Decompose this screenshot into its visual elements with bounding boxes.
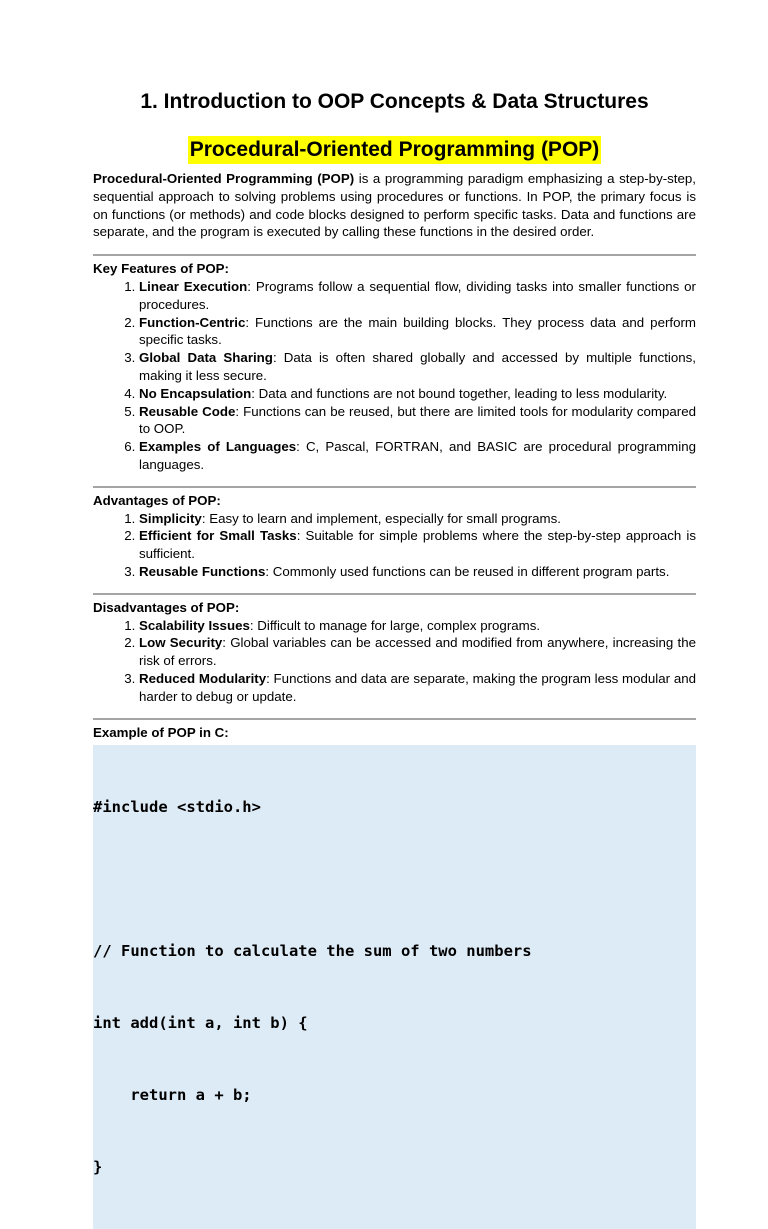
code-line: } xyxy=(93,1158,103,1177)
item-desc: : Data and functions are not bound together, leading to less modularity. xyxy=(251,385,668,401)
list-item xyxy=(139,278,696,314)
subtitle-wrap xyxy=(93,136,696,164)
item-term: No Encapsulation xyxy=(139,385,252,401)
item-term: Reduced Modularity xyxy=(139,670,267,686)
item-desc: : Functions and data are separate, making the program less modular and harder to debug or update. xyxy=(139,670,697,704)
list-item xyxy=(139,634,696,670)
section-divider xyxy=(93,593,696,595)
example-heading: Example of POP in C: xyxy=(93,724,229,740)
list-item xyxy=(139,670,696,706)
code-line: return a + b; xyxy=(93,1086,252,1105)
intro-text: is a programming paradigm emphasizing a step-by-step, sequential approach to solving problems using procedures or functions. In POP, the primary focus is on functions (or methods) and code blocks designed to perform specific tasks. Data and functions are separate, and the program is executed by calling these functions in the desired order. xyxy=(93,171,696,240)
features-heading: Key Features of POP: xyxy=(93,261,229,277)
list-item xyxy=(139,385,696,403)
list-item xyxy=(139,563,696,581)
code-block xyxy=(93,745,696,1229)
features-list xyxy=(93,278,696,474)
section-divider xyxy=(93,718,696,720)
intro-bold-term: Procedural-Oriented Programming (POP) xyxy=(93,171,355,186)
list-item xyxy=(139,438,696,474)
code-line: #include <stdio.h> xyxy=(93,798,261,817)
item-desc: : Functions can be reused, but there are limited tools for modularity compared to OOP. xyxy=(139,403,696,437)
item-desc: : Commonly used functions can be reused in different program parts. xyxy=(265,563,670,579)
item-desc: : Global variables can be accessed and modified from anywhere, increasing the risk of errors. xyxy=(139,635,696,669)
advantages-list xyxy=(93,510,696,581)
section-divider xyxy=(93,486,696,488)
item-term: Scalability Issues xyxy=(139,617,250,633)
page-title: 1. Introduction to OOP Concepts & Data Structures xyxy=(140,90,649,113)
list-item xyxy=(139,510,696,528)
item-desc: : Difficult to manage for large, complex programs. xyxy=(249,617,541,633)
intro-paragraph xyxy=(93,170,696,241)
list-item xyxy=(139,617,696,635)
list-item xyxy=(139,527,696,563)
item-desc: : Easy to learn and implement, especially for small programs. xyxy=(201,510,561,526)
advantages-heading: Advantages of POP: xyxy=(93,492,221,508)
list-item xyxy=(139,314,696,350)
code-line: // Function to calculate the sum of two numbers xyxy=(93,942,532,961)
list-item xyxy=(139,403,696,439)
item-desc: : Functions are the main building blocks. They process data and perform specific tasks. xyxy=(139,314,696,348)
item-term: Reusable Functions xyxy=(139,563,266,579)
item-desc: : Data is often shared globally and accessed by multiple functions, making it less secure. xyxy=(139,350,696,383)
disadvantages-heading: Disadvantages of POP: xyxy=(93,599,240,615)
item-term: Function-Centric xyxy=(139,314,246,330)
code-line: int add(int a, int b) { xyxy=(93,1014,308,1033)
section-title-highlighted: Procedural-Oriented Programming (POP) xyxy=(188,136,602,164)
item-desc: : Programs follow a sequential flow, dividing tasks into smaller functions or procedures. xyxy=(139,278,696,312)
item-term: Reusable Code xyxy=(139,403,236,419)
disadvantages-list xyxy=(93,617,696,706)
item-term: Examples of Languages xyxy=(139,439,297,455)
item-term: Low Security xyxy=(139,635,223,651)
item-desc: : C, Pascal, FORTRAN, and BASIC are procedural programming languages. xyxy=(139,439,696,472)
item-desc: : Suitable for simple problems where the step-by-step approach is sufficient. xyxy=(139,528,696,562)
item-term: Efficient for Small Tasks xyxy=(139,528,297,544)
list-item xyxy=(139,349,696,385)
code-line xyxy=(93,867,696,891)
item-term: Global Data Sharing xyxy=(139,350,273,366)
item-term: Linear Execution xyxy=(139,278,248,294)
item-term: Simplicity xyxy=(139,510,202,526)
section-divider xyxy=(93,254,696,256)
